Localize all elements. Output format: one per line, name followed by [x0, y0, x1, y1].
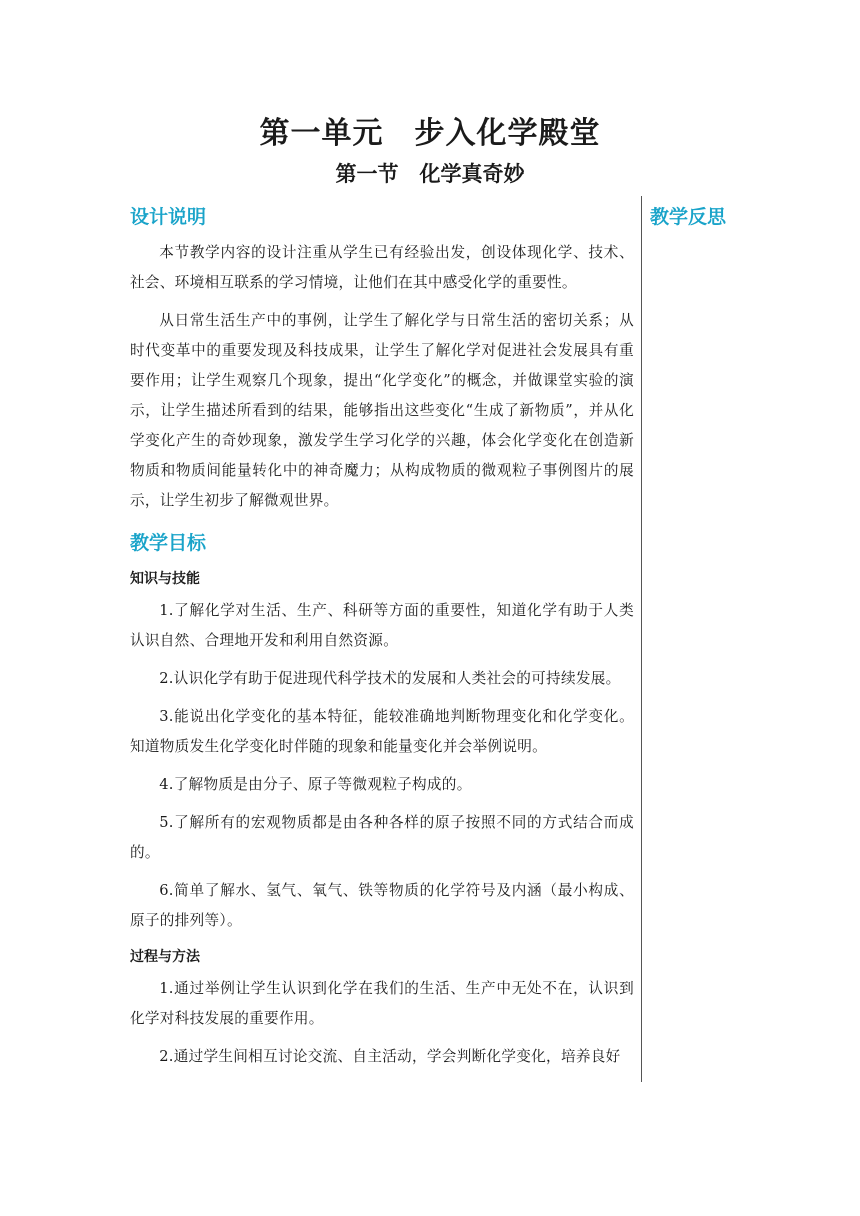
- knowledge-item: 5.了解所有的宏观物质都是由各种各样的原子按照不同的方式结合而成的。: [130, 814, 634, 861]
- reflection-column: [650, 204, 830, 230]
- knowledge-item: 3.能说出化学变化的基本特征，能较准确地判断物理变化和化学变化。知道物质发生化学变化时伴随的现象和能量变化并会举例说明。: [130, 708, 634, 755]
- process-item: 2.通过学生间相互讨论交流、自主活动，学会判断化学变化，培养良好: [159, 1048, 621, 1065]
- column-divider: [641, 196, 642, 1082]
- knowledge-item: 1.了解化学对生活、生产、科研等方面的重要性，知道化学有助于人类认识自然、合理地开发和利用自然资源。: [130, 602, 634, 649]
- main-column: [130, 204, 634, 1080]
- goals-heading: 教学目标: [130, 532, 207, 554]
- design-heading: 设计说明: [130, 206, 207, 228]
- knowledge-item: 6.简单了解水、氢气、氧气、铁等物质的化学符号及内涵（最小构成、原子的排列等）。: [130, 882, 634, 929]
- design-paragraph: 本节教学内容的设计注重从学生已有经验出发，创设体现化学、技术、社会、环境相互联系的学习情境，让他们在其中感受化学的重要性。: [130, 244, 634, 291]
- reflection-heading: 教学反思: [650, 206, 727, 228]
- process-subheading: 过程与方法: [130, 949, 200, 965]
- knowledge-item: 4.了解物质是由分子、原子等微观粒子构成的。: [159, 776, 472, 793]
- section-title: 第一节 化学真奇妙: [335, 162, 525, 186]
- process-item: 1.通过举例让学生认识到化学在我们的生活、生产中无处不在，认识到化学对科技发展的重要作用。: [130, 980, 634, 1027]
- unit-title: 第一单元 步入化学殿堂: [259, 116, 601, 151]
- knowledge-subheading: 知识与技能: [130, 571, 200, 587]
- design-paragraph: 从日常生活生产中的事例，让学生了解化学与日常生活的密切关系；从时代变革中的重要发现及科技成果，让学生了解化学对促进社会发展具有重要作用；让学生观察几个现象，提出“化学变化”的概念，并做课堂实验的演示，让学生描述所看到的结果，能够指出这些变化“生成了新物质”，并从化学变化产生的奇妙现象，激发学生学习化学的兴趣，体会化学变化在创造新物质和物质间能量转化中的神奇魔力；从构成物质的微观粒子事例图片的展示，让学生初步了解微观世界。: [130, 312, 634, 509]
- knowledge-item: 2.认识化学有助于促进现代科学技术的发展和人类社会的可持续发展。: [159, 670, 621, 687]
